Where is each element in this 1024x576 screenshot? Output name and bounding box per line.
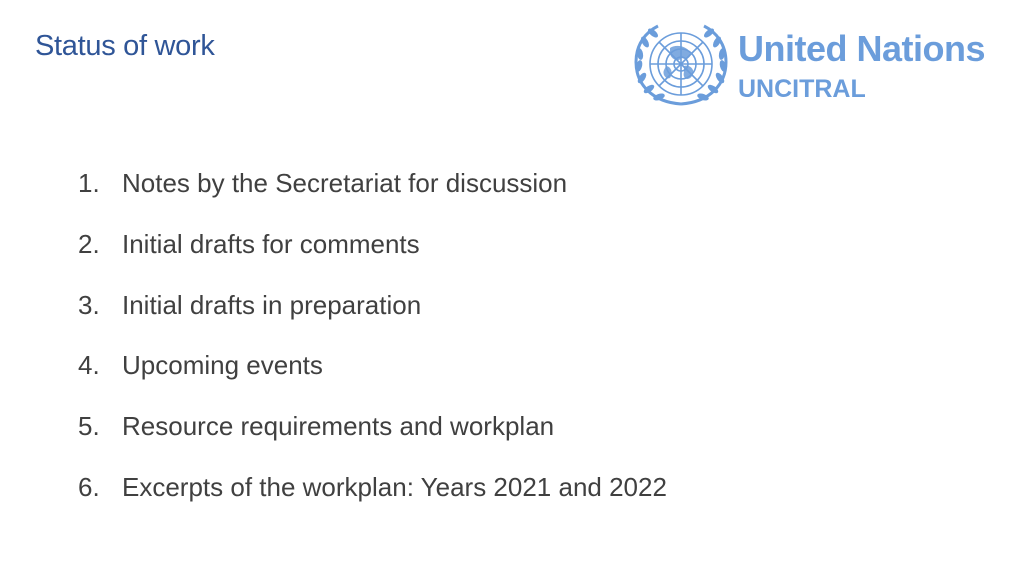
list-item bbox=[78, 168, 667, 229]
org-subtitle: UNCITRAL bbox=[738, 75, 866, 103]
un-emblem-icon bbox=[632, 22, 730, 108]
list-item bbox=[78, 411, 667, 472]
un-uncitral-logo bbox=[632, 22, 1002, 108]
item-text: Upcoming events bbox=[122, 350, 323, 381]
item-text: Notes by the Secretariat for discussion bbox=[122, 168, 568, 198]
list-item bbox=[78, 229, 667, 290]
item-text: Resource requirements and workplan bbox=[122, 411, 555, 442]
item-number: 5. bbox=[78, 411, 100, 442]
org-name: United Nations bbox=[738, 28, 986, 69]
list-item bbox=[78, 472, 667, 533]
list-item bbox=[78, 290, 667, 351]
item-text: Excerpts of the workplan: Years 2021 and 2022 bbox=[122, 471, 667, 502]
item-text: Initial drafts in preparation bbox=[122, 289, 422, 320]
item-number: 1. bbox=[78, 168, 100, 198]
agenda-list bbox=[78, 168, 667, 533]
item-text: Initial drafts for comments bbox=[122, 228, 420, 259]
item-number: 2. bbox=[78, 228, 100, 259]
item-number: 6. bbox=[78, 471, 100, 502]
item-number: 3. bbox=[78, 289, 100, 320]
list-item bbox=[78, 350, 667, 411]
slide-title: Status of work bbox=[35, 30, 215, 62]
item-number: 4. bbox=[78, 350, 100, 381]
